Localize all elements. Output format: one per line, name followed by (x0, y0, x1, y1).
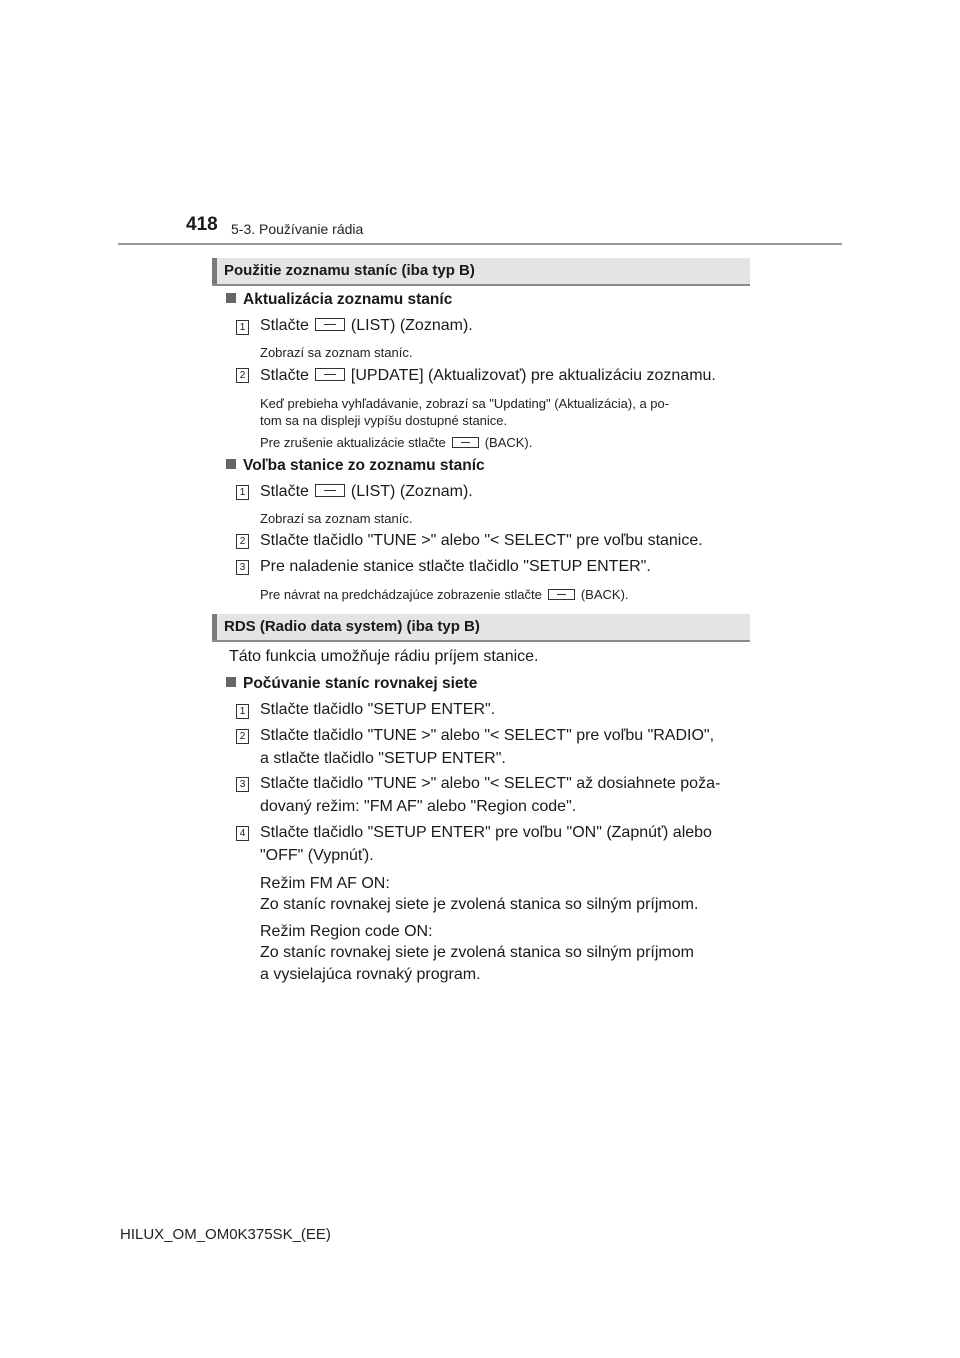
step-number: 4 (236, 826, 249, 841)
square-bullet-icon (226, 293, 236, 303)
square-bullet-icon (226, 459, 236, 469)
section-heading-rds (212, 614, 750, 642)
step-text: Stlačte tlačidlo "SETUP ENTER". (260, 701, 496, 718)
step-number: 2 (236, 368, 249, 383)
button-icon (315, 318, 345, 331)
footer-document-code: HILUX_OM_OM0K375SK_(EE) (120, 1226, 331, 1243)
step-text: Stlačte tlačidlo "SETUP ENTER" pre voľbu "ON" (Zapnúť) alebo (260, 824, 712, 841)
running-head: 5-3. Používanie rádia (231, 221, 364, 237)
mode-title: Režim Region code ON: (260, 923, 433, 940)
section-heading-station-list (212, 258, 750, 286)
square-bullet-icon (226, 677, 236, 687)
header-rule (118, 243, 842, 245)
step-number: 3 (236, 560, 249, 575)
section-accent (212, 258, 217, 284)
note-text: Pre zrušenie aktualizácie stlačte (BACK). (260, 435, 533, 450)
step-number: 1 (236, 320, 249, 335)
step-number: 1 (236, 485, 249, 500)
note-text: Pre návrat na predchádzajúce zobrazenie stlačte (BACK). (260, 587, 629, 602)
note-text: Keď prebieha vyhľadávanie, zobrazí sa "Updating" (Aktualizácia), a po- (260, 396, 670, 411)
step-text: a stlačte tlačidlo "SETUP ENTER". (260, 750, 506, 767)
back-button-icon (548, 589, 575, 600)
step-number: 1 (236, 704, 249, 719)
step-text: Stlačte (LIST) (Zoznam). (260, 483, 473, 500)
mode-description: Zo staníc rovnakej siete je zvolená stanica so silným príjmom. (260, 896, 699, 913)
step-number: 3 (236, 777, 249, 792)
subheading-select-station: Voľba stanice zo zoznamu staníc (226, 457, 485, 475)
button-icon (315, 484, 345, 497)
note-text: Zobrazí sa zoznam staníc. (260, 511, 413, 526)
step-text: Pre naladenie stanice stlačte tlačidlo "SETUP ENTER". (260, 558, 651, 575)
step-number: 2 (236, 534, 249, 549)
back-button-icon (452, 437, 479, 448)
step-text: dovaný režim: "FM AF" alebo "Region code". (260, 798, 577, 815)
note-text: Zobrazí sa zoznam staníc. (260, 345, 413, 360)
section-accent (212, 614, 217, 640)
step-text: "OFF" (Vypnúť). (260, 847, 374, 864)
mode-description: Zo staníc rovnakej siete je zvolená stanica so silným príjmom (260, 944, 694, 961)
step-text: Stlačte tlačidlo "TUNE >" alebo "< SELECT" pre voľbu stanice. (260, 532, 703, 549)
step-text: Stlačte tlačidlo "TUNE >" alebo "< SELECT" až dosiahnete poža- (260, 775, 721, 792)
step-number: 2 (236, 729, 249, 744)
step-text: Stlačte (LIST) (Zoznam). (260, 317, 473, 334)
section-title: RDS (Radio data system) (iba typ B) (224, 618, 480, 635)
mode-title: Režim FM AF ON: (260, 875, 390, 892)
intro-paragraph: Táto funkcia umožňuje rádiu príjem stanice. (229, 648, 539, 665)
mode-description: a vysielajúca rovnaký program. (260, 966, 481, 983)
button-icon (315, 368, 345, 381)
page-number: 418 (186, 214, 218, 235)
note-text: tom sa na displeji vypíšu dostupné stanice. (260, 413, 508, 428)
step-text: Stlačte tlačidlo "TUNE >" alebo "< SELECT" pre voľbu "RADIO", (260, 727, 715, 744)
subheading-update-list: Aktualizácia zoznamu staníc (226, 291, 452, 309)
subheading-same-network: Počúvanie staníc rovnakej siete (226, 675, 477, 693)
step-text: Stlačte [UPDATE] (Aktualizovať) pre aktualizáciu zoznamu. (260, 367, 716, 384)
section-title: Použitie zoznamu staníc (iba typ B) (224, 262, 475, 279)
